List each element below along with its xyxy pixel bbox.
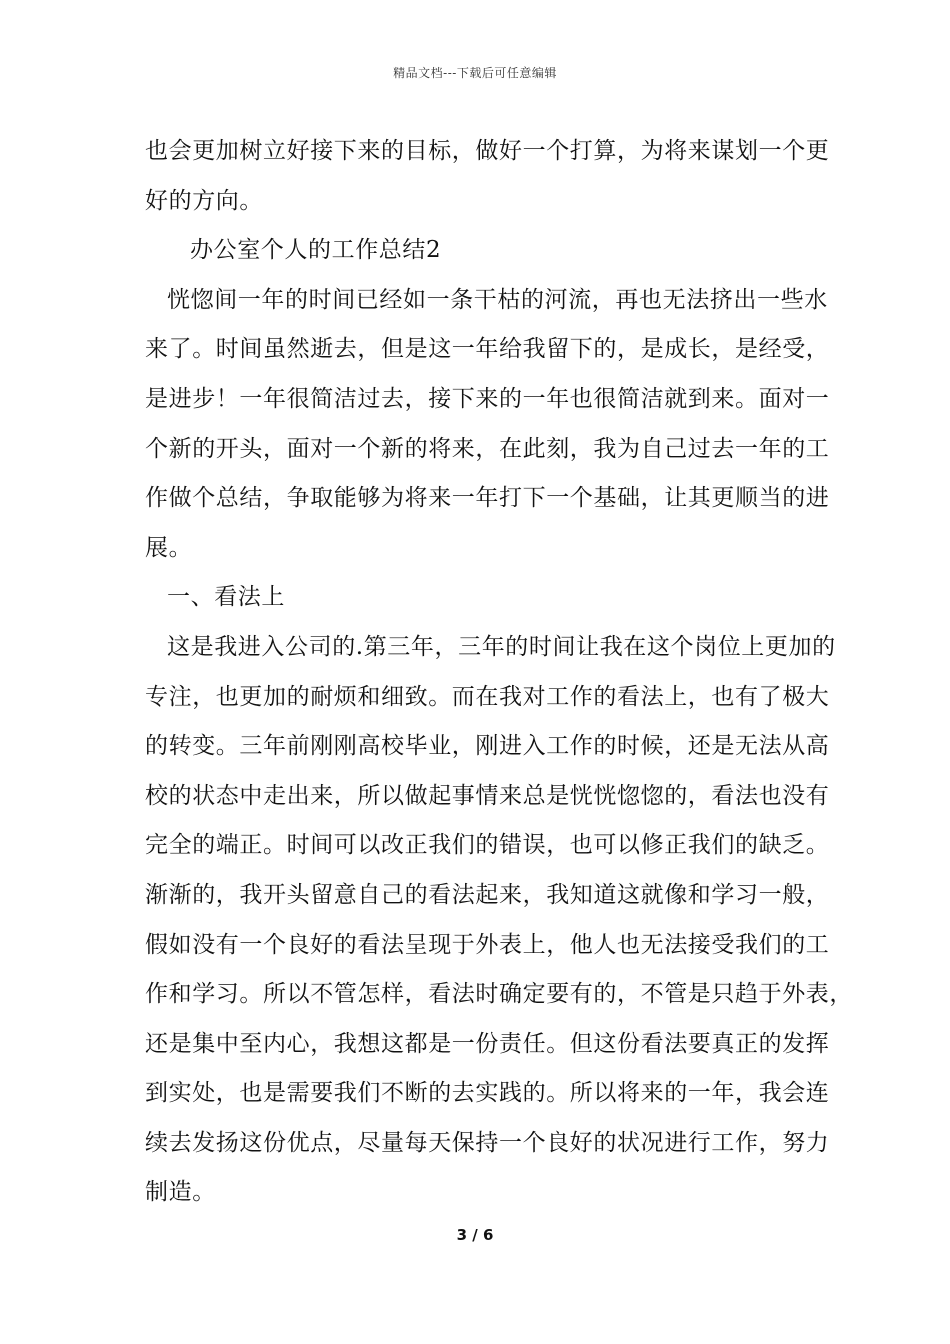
body-line: 是进步！一年很简洁过去，接下来的一年也很简洁就到来。面对一: [145, 385, 830, 412]
body-line: 渐渐的，我开头留意自己的看法起来，我知道这就像和学习一般，: [145, 881, 830, 908]
body-line: 展。: [145, 534, 193, 561]
body-line: 制造。: [145, 1179, 216, 1206]
body-line: 的转变。三年前刚刚高校毕业，刚进入工作的时候，还是无法从高: [145, 733, 830, 760]
page-number: 3 / 6: [456, 1226, 494, 1244]
body-line: 个新的开头，面对一个新的将来，在此刻，我为自己过去一年的工: [145, 435, 830, 462]
section-title: 办公室个人的工作总结2: [190, 237, 442, 264]
body-line: 作做个总结，争取能够为将来一年打下一个基础，让其更顺当的进: [145, 485, 830, 512]
body-line: 这是我进入公司的.第三年，三年的时间让我在这个岗位上更加的: [167, 633, 836, 660]
body-line: 续去发扬这份优点，尽量每天保持一个良好的状况进行工作，努力: [145, 1129, 830, 1156]
body-line: 校的状态中走出来，所以做起事情来总是恍恍惚惚的，看法也没有: [145, 782, 830, 809]
document-body: [145, 127, 853, 1218]
body-line: 到实处，也是需要我们不断的去实践的。所以将来的一年，我会连: [145, 1080, 830, 1107]
body-line: 还是集中至内心，我想这都是一份责任。但这份看法要真正的发挥: [145, 1030, 830, 1057]
body-line: 好的方向。: [145, 187, 263, 214]
subsection-heading: 一、看法上: [167, 584, 285, 611]
body-line: 专注，也更加的耐烦和细致。而在我对工作的看法上，也有了极大: [145, 683, 830, 710]
body-line: 恍惚间一年的时间已经如一条干枯的河流，再也无法挤出一些水: [167, 286, 828, 313]
body-line: 假如没有一个良好的看法呈现于外表上，他人也无法接受我们的工: [145, 931, 830, 958]
body-line: 作和学习。所以不管怎样，看法时确定要有的，不管是只趋于外表，: [145, 981, 853, 1008]
body-line: 完全的端正。时间可以改正我们的错误，也可以修正我们的缺乏。: [145, 832, 830, 859]
body-line: 也会更加树立好接下来的目标，做好一个打算，为将来谋划一个更: [145, 138, 830, 164]
body-line: 来了。时间虽然逝去，但是这一年给我留下的，是成长，是经受，: [145, 336, 830, 363]
page-header: 精品文档---下载后可任意编辑: [393, 66, 557, 80]
